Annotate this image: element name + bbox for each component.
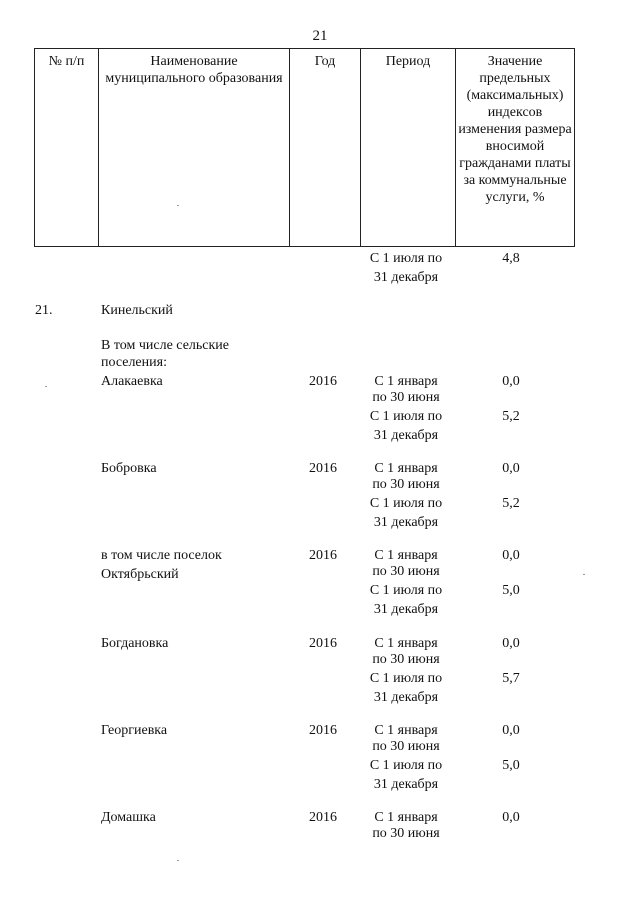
table-header: [34, 48, 575, 247]
period-first-half-line2: по 30 июня: [372, 564, 440, 579]
value-first-half: 0,0: [502, 636, 520, 651]
row-year: 2016: [309, 461, 337, 476]
row-year: 2016: [309, 636, 337, 651]
value-first-half: 0,0: [502, 723, 520, 738]
settlement-name: Алакаевка: [101, 374, 163, 389]
settlement-name: Октябрьский: [101, 567, 179, 582]
continuation-period-line1: С 1 июля по: [369, 251, 443, 266]
period-first-half-line1: С 1 января: [374, 461, 438, 476]
period-first-half-line2: по 30 июня: [372, 477, 440, 492]
period-first-half-line1: С 1 января: [374, 723, 438, 738]
value-first-half: 0,0: [502, 374, 520, 389]
settlement-name: в том числе поселок: [101, 548, 222, 563]
settlement-name: Богдановка: [101, 636, 169, 651]
row-year: 2016: [309, 723, 337, 738]
scan-speck: [45, 386, 47, 387]
value-first-half: 0,0: [502, 461, 520, 476]
settlement-name: Домашка: [101, 810, 156, 825]
period-first-half-line2: по 30 июня: [372, 826, 440, 841]
section-subtitle-line1: В том числе сельские: [101, 338, 230, 353]
scan-speck: [177, 205, 179, 206]
period-second-half-line1: С 1 июля по: [369, 583, 443, 598]
value-second-half: 5,2: [502, 409, 520, 424]
section-number: 21.: [35, 303, 53, 318]
period-first-half-line2: по 30 июня: [372, 652, 440, 667]
scan-speck: [583, 574, 585, 575]
header-col-number: № п/п: [35, 49, 99, 247]
period-second-half-line1: С 1 июля по: [369, 496, 443, 511]
scan-speck: [177, 860, 179, 861]
value-second-half: 5,2: [502, 496, 520, 511]
period-first-half-line2: по 30 июня: [372, 739, 440, 754]
continuation-value: 4,8: [502, 251, 520, 266]
row-year: 2016: [309, 548, 337, 563]
period-first-half-line1: С 1 января: [374, 636, 438, 651]
section-subtitle-line2: поселения:: [101, 355, 167, 370]
period-second-half-line2: 31 декабря: [373, 428, 439, 443]
header-col-name: Наименование муниципального образования: [99, 49, 290, 247]
value-first-half: 0,0: [502, 810, 520, 825]
period-first-half-line1: С 1 января: [374, 548, 438, 563]
value-second-half: 5,0: [502, 758, 520, 773]
period-second-half-line1: С 1 июля по: [369, 409, 443, 424]
period-second-half-line1: С 1 июля по: [369, 758, 443, 773]
period-first-half-line1: С 1 января: [374, 374, 438, 389]
page-number: 21: [312, 28, 328, 44]
value-second-half: 5,7: [502, 671, 520, 686]
row-year: 2016: [309, 810, 337, 825]
period-first-half-line1: С 1 января: [374, 810, 438, 825]
period-second-half-line2: 31 декабря: [373, 690, 439, 705]
period-first-half-line2: по 30 июня: [372, 390, 440, 405]
period-second-half-line2: 31 декабря: [373, 777, 439, 792]
period-second-half-line1: С 1 июля по: [369, 671, 443, 686]
header-col-period: Период: [361, 49, 456, 247]
row-year: 2016: [309, 374, 337, 389]
header-col-value: Значение предельных (максимальных) индексов изменения размера вносимой гражданами платы за коммунальные услуги, %: [456, 49, 575, 247]
continuation-period-line2: 31 декабря: [373, 270, 439, 285]
settlement-name: Георгиевка: [101, 723, 168, 738]
period-second-half-line2: 31 декабря: [373, 602, 439, 617]
period-second-half-line2: 31 декабря: [373, 515, 439, 530]
header-col-year: Год: [290, 49, 361, 247]
section-name: Кинельский: [101, 303, 173, 318]
value-first-half: 0,0: [502, 548, 520, 563]
settlement-name: Бобровка: [101, 461, 157, 476]
value-second-half: 5,0: [502, 583, 520, 598]
